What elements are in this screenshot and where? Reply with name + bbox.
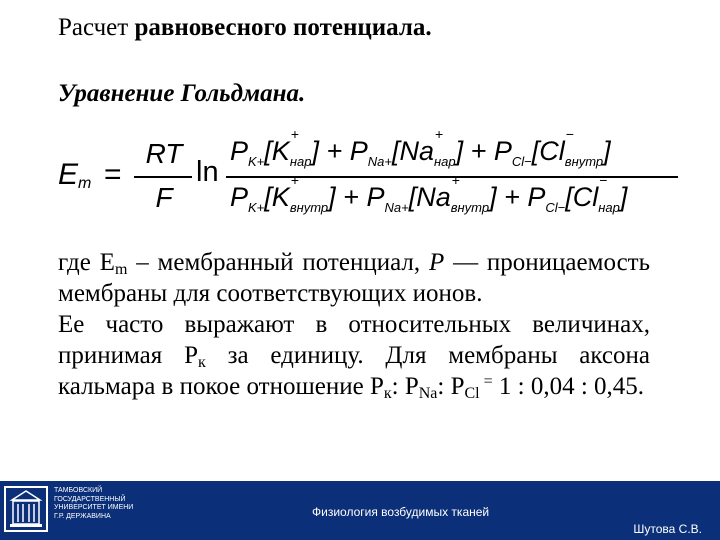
title-bold: равновесного потенциала. [134, 14, 432, 41]
slide-body [58, 247, 650, 402]
title-prefix: Расчет [58, 14, 135, 41]
equation-f: F [155, 182, 173, 213]
equation-equals: = [104, 158, 122, 191]
university-logo-icon [4, 486, 48, 532]
equation-denominator: $P_{K+}[K$ + $_{внутр}] + P_{Na+}[Na$ + $_{внутр}] + P_{Cl-}[Cl$ − $_{нар}$] [230, 172, 628, 215]
fraction-bar-rt-f [134, 176, 192, 178]
slide-title [58, 14, 432, 42]
course-title: Физиология возбудимых тканей [312, 505, 490, 519]
equation-lhs: $E_m$ [58, 158, 92, 192]
paragraph-ratio: Ее часто выражают в относительных величинах, принимая $P_к$ за единицу. Для мембраны аксона кальмара в покое отношение $P_к$: $P_{Na}$: $P_{Cl}$ = 1 : 0,04 : 0,45. [58, 311, 650, 402]
slide-subtitle: Уравнение Гольдмана. [58, 80, 306, 107]
author-name: Шутова С.В. [633, 522, 702, 536]
goldman-equation [58, 126, 678, 222]
university-name: ТАМБОВСКИЙ ГОСУДАРСТВЕННЫЙ УНИВЕРСИТЕТ ИМЕНИ Г.Р. ДЕРЖАВИНА [54, 487, 134, 520]
equation-rt: RT [145, 138, 183, 169]
paragraph-definition: где $E_m$ – мембранный потенциал, P — проницаемость мембраны для соответствующих ионов. [58, 249, 650, 307]
footer-bar [0, 481, 720, 540]
equation-ln: ln [196, 156, 219, 188]
equation-numerator: $P_{K+}[K$ + $_{нар}] + P_{Na+}[Na$ + $_{нар}] + P_{Cl-}[Cl$ − $_{внутр}$] [230, 126, 611, 169]
